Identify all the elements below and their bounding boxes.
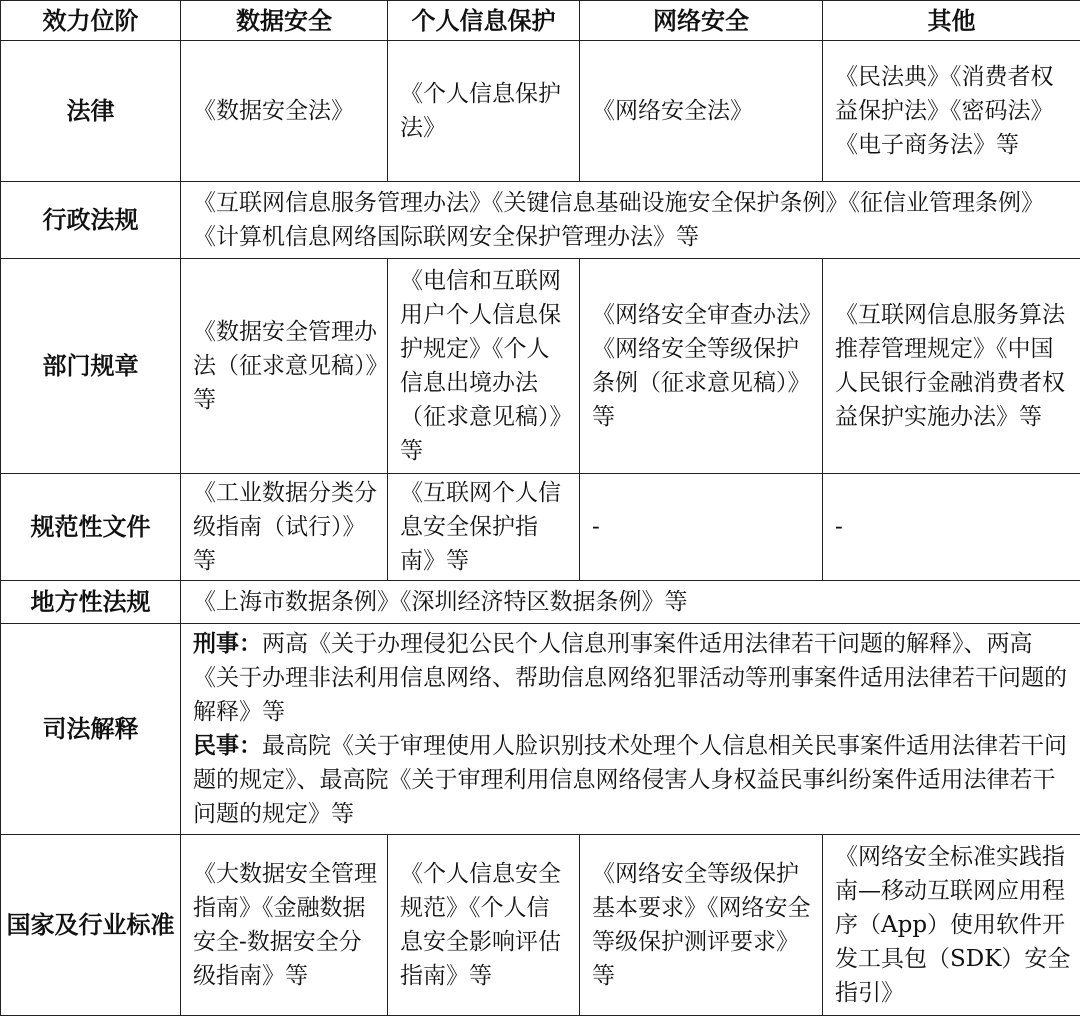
dept-rules-network-security: 《网络安全审查办法》《网络安全等级保护条例（征求意见稿）》等 xyxy=(580,259,823,474)
level-normative-docs: 规范性文件 xyxy=(1,474,181,580)
standards-network-security: 《网络安全等级保护基本要求》《网络安全等级保护测评要求》等 xyxy=(580,834,823,1015)
local-regulation-content: 《上海市数据条例》《深圳经济特区数据条例》等 xyxy=(181,580,1080,623)
admin-regulation-content: 《互联网信息服务管理办法》《关键信息基础设施安全保护条例》《征信业管理条例》《计算机信息网络国际联网安全保护管理办法》等 xyxy=(181,182,1080,259)
level-judicial: 司法解释 xyxy=(1,623,181,834)
level-dept-rules: 部门规章 xyxy=(1,259,181,474)
level-law: 法律 xyxy=(1,41,181,182)
criminal-text: 两高《关于办理侵犯公民个人信息刑事案件适用法律若干问题的解释》、两高《关于办理非法利用信息网络、帮助信息网络犯罪活动等刑事案件适用法律若干问题的解释》等 xyxy=(193,630,1067,725)
row-dept-rules xyxy=(1,259,1080,474)
criminal-label: 刑事： xyxy=(193,630,262,657)
dept-rules-data-security: 《数据安全管理办法（征求意见稿）》等 xyxy=(181,259,388,474)
judicial-content xyxy=(181,623,1080,834)
normative-personal-info: 《互联网个人信息安全保护指南》等 xyxy=(388,474,580,580)
row-normative-docs xyxy=(1,474,1080,580)
row-judicial xyxy=(1,623,1080,834)
header-data-security: 数据安全 xyxy=(181,1,388,41)
standards-other: 《网络安全标准实践指南—移动互联网应用程序（App）使用软件开发工具包（SDK）安全指引》 xyxy=(823,834,1080,1015)
law-network-security: 《网络安全法》 xyxy=(580,41,823,182)
row-law xyxy=(1,41,1080,182)
row-admin-regulation xyxy=(1,182,1080,259)
normative-other: - xyxy=(823,474,1080,580)
header-personal-info: 个人信息保护 xyxy=(388,1,580,41)
standards-data-security: 《大数据安全管理指南》《金融数据安全-数据安全分级指南》等 xyxy=(181,834,388,1015)
dept-rules-personal-info: 《电信和互联网用户个人信息保护规定》《个人信息出境办法（征求意见稿）》等 xyxy=(388,259,580,474)
normative-data-security: 《工业数据分类分级指南（试行）》等 xyxy=(181,474,388,580)
civil-text: 最高院《关于审理使用人脸识别技术处理个人信息相关民事案件适用法律若干问题的规定》、最高院《关于审理利用信息网络侵害人身权益民事纠纷案件适用法律若干问题的规定》等 xyxy=(193,732,1067,827)
judicial-civil xyxy=(193,729,1072,831)
law-personal-info: 《个人信息保护法》 xyxy=(388,41,580,182)
law-data-security: 《数据安全法》 xyxy=(181,41,388,182)
header-network-security: 网络安全 xyxy=(580,1,823,41)
civil-label: 民事： xyxy=(193,732,262,759)
normative-network-security: - xyxy=(580,474,823,580)
header-row xyxy=(1,1,1080,41)
header-level: 效力位阶 xyxy=(1,1,181,41)
row-local-regulation xyxy=(1,580,1080,623)
level-standards: 国家及行业标准 xyxy=(1,834,181,1015)
standards-personal-info: 《个人信息安全规范》《个人信息安全影响评估指南》等 xyxy=(388,834,580,1015)
row-standards xyxy=(1,834,1080,1015)
judicial-criminal xyxy=(193,627,1072,729)
law-other: 《民法典》《消费者权益保护法》《密码法》《电子商务法》等 xyxy=(823,41,1080,182)
header-other: 其他 xyxy=(823,1,1080,41)
level-admin-regulation: 行政法规 xyxy=(1,182,181,259)
dept-rules-other: 《互联网信息服务算法推荐管理规定》《中国人民银行金融消费者权益保护实施办法》等 xyxy=(823,259,1080,474)
level-local-regulation: 地方性法规 xyxy=(1,580,181,623)
